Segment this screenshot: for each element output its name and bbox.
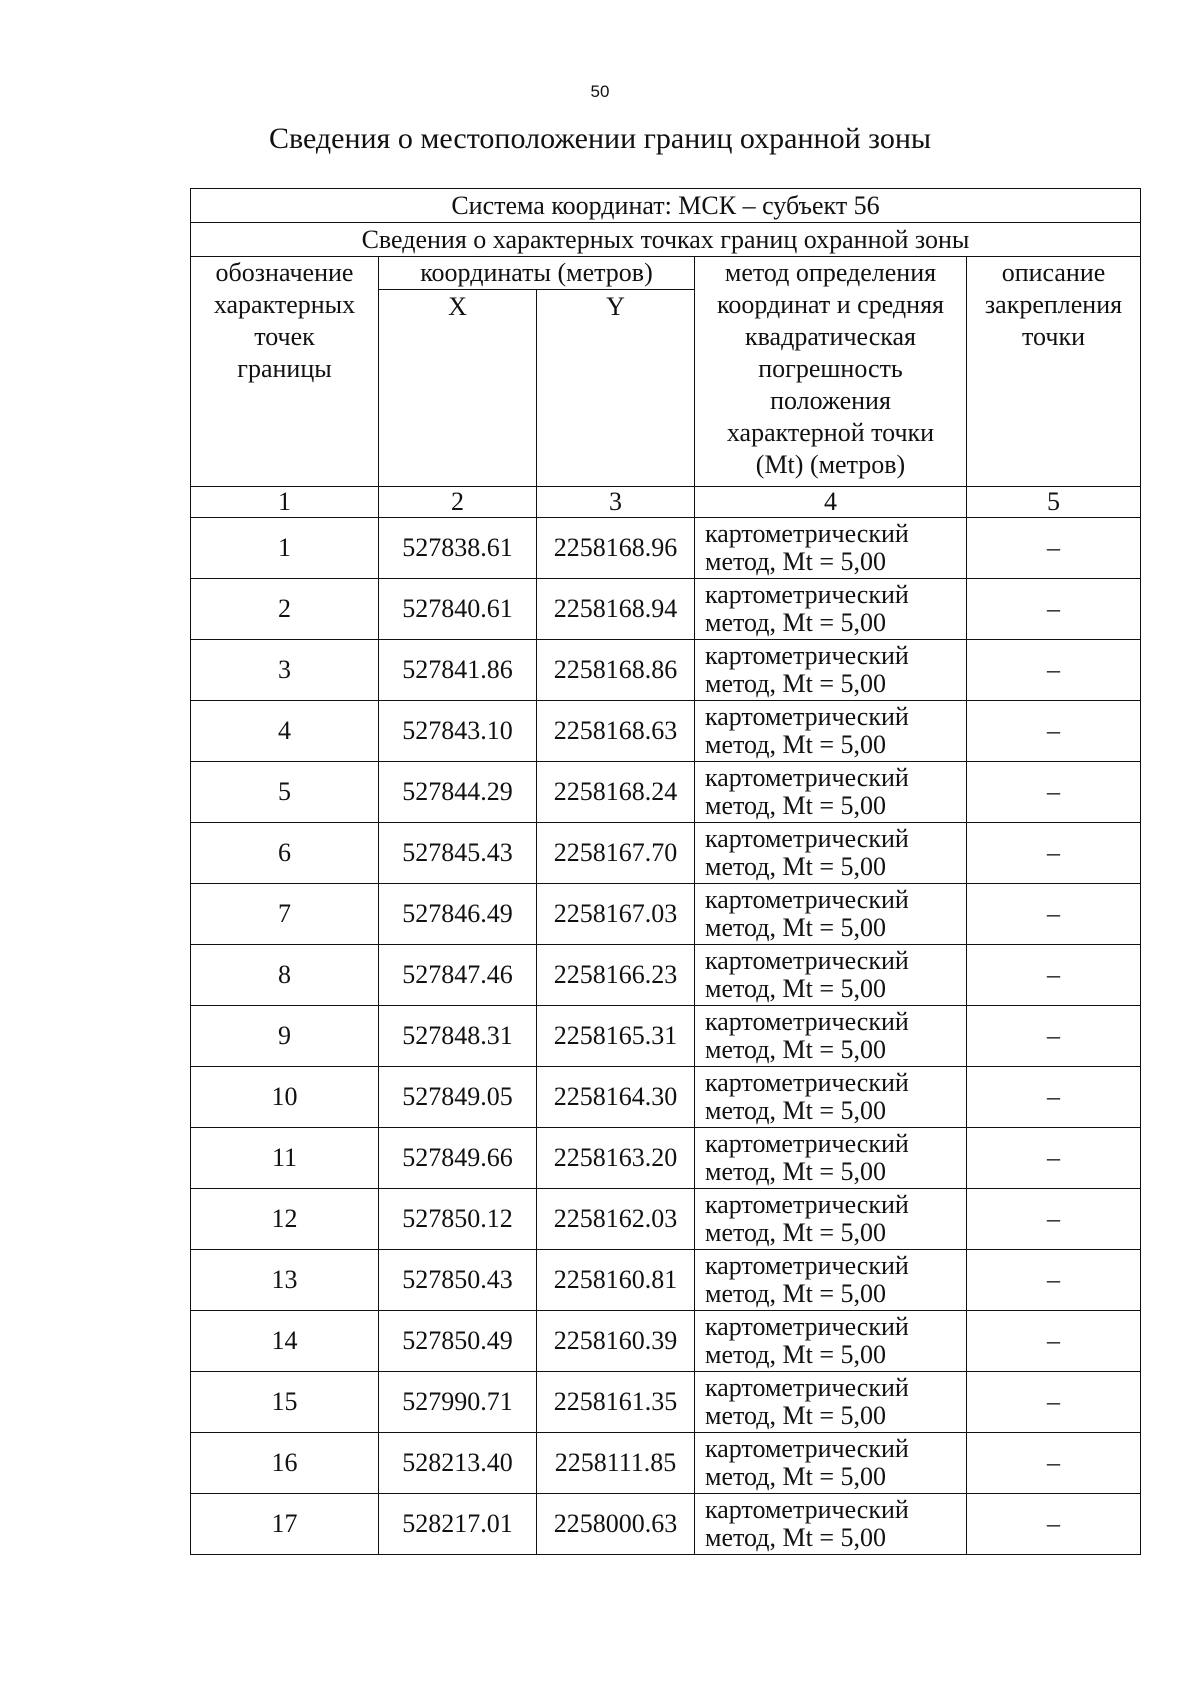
description-cell: – [967, 1250, 1141, 1311]
table-row [191, 1311, 1141, 1372]
table-row [191, 1006, 1141, 1067]
x-coordinate-cell: 527850.43 [379, 1250, 537, 1311]
method-line: картометрический [705, 641, 909, 670]
method-line: картометрический [705, 1129, 909, 1158]
table-row [191, 1433, 1141, 1494]
method-header-line: (Mt) (метров) [755, 450, 906, 479]
point-number-cell: 9 [191, 1006, 379, 1067]
document-title: Сведения о местоположении границ охранной зоны [268, 122, 932, 155]
method-header-line: характерной точки [726, 418, 935, 447]
method-line: метод, Mt = 5,00 [705, 791, 886, 820]
description-cell: – [967, 762, 1141, 823]
method-line: картометрический [705, 763, 909, 792]
x-coordinate-cell: 527849.05 [379, 1067, 537, 1128]
point-number-cell: 1 [191, 518, 379, 579]
page-number: 50 [590, 82, 610, 101]
y-coordinate-cell: 2258162.03 [537, 1189, 695, 1250]
x-coordinate-cell: 527843.10 [379, 701, 537, 762]
method-line: метод, Mt = 5,00 [705, 852, 886, 881]
y-coordinate-cell: 2258163.20 [537, 1128, 695, 1189]
x-coordinate-cell: 527848.31 [379, 1006, 537, 1067]
y-coordinate-cell: 2258168.96 [537, 518, 695, 579]
x-coordinate-cell: 527849.66 [379, 1128, 537, 1189]
method-line: картометрический [705, 946, 909, 975]
point-number-cell: 14 [191, 1311, 379, 1372]
x-header: X [379, 290, 537, 487]
designation-header-line: характерных [213, 290, 356, 319]
description-cell: – [967, 640, 1141, 701]
column-number-row [191, 487, 1141, 518]
column-header-row [191, 257, 1141, 290]
description-cell: – [967, 1006, 1141, 1067]
table-row [191, 701, 1141, 762]
method-line: картометрический [705, 519, 909, 548]
table-row [191, 1128, 1141, 1189]
x-coordinate-cell: 527846.49 [379, 884, 537, 945]
x-coordinate-cell: 528213.40 [379, 1433, 537, 1494]
y-coordinate-cell: 2258168.94 [537, 579, 695, 640]
y-coordinate-cell: 2258168.24 [537, 762, 695, 823]
table-row [191, 1494, 1141, 1555]
point-number-cell: 13 [191, 1250, 379, 1311]
method-cell [695, 518, 967, 579]
table-row [191, 1250, 1141, 1311]
y-header: Y [537, 290, 695, 487]
point-number-cell: 17 [191, 1494, 379, 1555]
point-number-cell: 15 [191, 1372, 379, 1433]
y-coordinate-cell: 2258167.70 [537, 823, 695, 884]
method-line: картометрический [705, 1190, 909, 1219]
y-coordinate-cell: 2258111.85 [537, 1433, 695, 1494]
method-line: картометрический [705, 1068, 909, 1097]
table-row [191, 518, 1141, 579]
y-coordinate-cell: 2258168.86 [537, 640, 695, 701]
method-line: картометрический [705, 885, 909, 914]
description-cell: – [967, 518, 1141, 579]
method-header-line: квадратическая [744, 322, 917, 351]
description-cell: – [967, 1189, 1141, 1250]
x-coordinate-cell: 527850.49 [379, 1311, 537, 1372]
table-row [191, 884, 1141, 945]
method-line: метод, Mt = 5,00 [705, 1340, 886, 1369]
point-number-cell: 8 [191, 945, 379, 1006]
method-cell [695, 1311, 967, 1372]
method-cell [695, 1189, 967, 1250]
method-header-line: положения [770, 386, 891, 415]
method-cell [695, 1250, 967, 1311]
method-cell [695, 701, 967, 762]
method-cell [695, 1067, 967, 1128]
point-number-cell: 2 [191, 579, 379, 640]
method-line: картометрический [705, 824, 909, 853]
method-cell [695, 1372, 967, 1433]
table-row [191, 823, 1141, 884]
method-cell [695, 1433, 967, 1494]
column-number: 4 [695, 487, 967, 518]
table-row [191, 640, 1141, 701]
method-line: метод, Mt = 5,00 [705, 1462, 886, 1491]
x-coordinate-cell: 527850.12 [379, 1189, 537, 1250]
designation-header-line: точек [254, 322, 315, 351]
description-cell: – [967, 579, 1141, 640]
column-number: 2 [379, 487, 537, 518]
method-cell [695, 884, 967, 945]
x-coordinate-cell: 527847.46 [379, 945, 537, 1006]
x-coordinate-cell: 528217.01 [379, 1494, 537, 1555]
table-row [191, 579, 1141, 640]
point-number-cell: 10 [191, 1067, 379, 1128]
method-line: метод, Mt = 5,00 [705, 1035, 886, 1064]
method-line: метод, Mt = 5,00 [705, 974, 886, 1003]
method-line: метод, Mt = 5,00 [705, 1157, 886, 1186]
method-line: метод, Mt = 5,00 [705, 669, 886, 698]
description-header-line: точки [1022, 322, 1085, 351]
y-coordinate-cell: 2258164.30 [537, 1067, 695, 1128]
column-number: 1 [191, 487, 379, 518]
x-coordinate-cell: 527844.29 [379, 762, 537, 823]
y-coordinate-cell: 2258160.81 [537, 1250, 695, 1311]
point-number-cell: 3 [191, 640, 379, 701]
method-line: метод, Mt = 5,00 [705, 913, 886, 942]
method-line: картометрический [705, 580, 909, 609]
method-header-line: погрешность [758, 354, 903, 383]
description-cell: – [967, 1372, 1141, 1433]
x-coordinate-cell: 527841.86 [379, 640, 537, 701]
point-number-cell: 16 [191, 1433, 379, 1494]
description-header [967, 257, 1141, 487]
method-cell [695, 1494, 967, 1555]
description-cell: – [967, 884, 1141, 945]
method-cell [695, 762, 967, 823]
table-row [191, 1372, 1141, 1433]
table-row [191, 1189, 1141, 1250]
info-header-cell: Сведения о характерных точках границ охранной зоны [191, 223, 1141, 257]
point-number-cell: 5 [191, 762, 379, 823]
method-line: метод, Mt = 5,00 [705, 608, 886, 637]
description-cell: – [967, 945, 1141, 1006]
method-header-line: метод определения [724, 258, 937, 287]
method-line: метод, Mt = 5,00 [705, 1279, 886, 1308]
description-cell: – [967, 1311, 1141, 1372]
description-header-line: закрепления [984, 290, 1123, 319]
x-coordinate-cell: 527990.71 [379, 1372, 537, 1433]
y-coordinate-cell: 2258166.23 [537, 945, 695, 1006]
point-number-cell: 6 [191, 823, 379, 884]
method-header-line: координат и средняя [717, 290, 944, 319]
coordinates-table [190, 188, 1141, 1555]
description-cell: – [967, 701, 1141, 762]
method-cell [695, 640, 967, 701]
info-header-row [191, 223, 1141, 257]
method-line: картометрический [705, 1312, 909, 1341]
y-coordinate-cell: 2258167.03 [537, 884, 695, 945]
column-number: 3 [537, 487, 695, 518]
y-coordinate-cell: 2258161.35 [537, 1372, 695, 1433]
table-row [191, 945, 1141, 1006]
description-cell: – [967, 823, 1141, 884]
point-number-cell: 7 [191, 884, 379, 945]
method-line: метод, Mt = 5,00 [705, 1096, 886, 1125]
table-row [191, 762, 1141, 823]
method-cell [695, 579, 967, 640]
method-cell [695, 945, 967, 1006]
method-line: картометрический [705, 1495, 909, 1524]
method-cell [695, 1128, 967, 1189]
x-coordinate-cell: 527840.61 [379, 579, 537, 640]
point-number-cell: 4 [191, 701, 379, 762]
coordinate-system-row [191, 189, 1141, 223]
y-coordinate-cell: 2258168.63 [537, 701, 695, 762]
y-coordinate-cell: 2258165.31 [537, 1006, 695, 1067]
designation-header-line: границы [237, 354, 332, 383]
designation-header-line: обозначение [215, 258, 354, 287]
method-cell [695, 823, 967, 884]
method-line: метод, Mt = 5,00 [705, 730, 886, 759]
method-line: картометрический [705, 1251, 909, 1280]
method-line: картометрический [705, 1007, 909, 1036]
x-coordinate-cell: 527838.61 [379, 518, 537, 579]
y-coordinate-cell: 2258160.39 [537, 1311, 695, 1372]
point-number-cell: 12 [191, 1189, 379, 1250]
description-cell: – [967, 1128, 1141, 1189]
method-line: метод, Mt = 5,00 [705, 1523, 886, 1552]
x-coordinate-cell: 527845.43 [379, 823, 537, 884]
coordinate-system-cell: Система координат: МСК – субъект 56 [191, 189, 1141, 223]
method-line: картометрический [705, 1434, 909, 1463]
method-line: метод, Mt = 5,00 [705, 547, 886, 576]
method-line: картометрический [705, 702, 909, 731]
method-line: метод, Mt = 5,00 [705, 1401, 886, 1430]
description-header-line: описание [1001, 258, 1106, 287]
y-coordinate-cell: 2258000.63 [537, 1494, 695, 1555]
designation-header [191, 257, 379, 487]
table-row [191, 1067, 1141, 1128]
coordinates-header: координаты (метров) [379, 257, 695, 290]
method-cell [695, 1006, 967, 1067]
point-number-cell: 11 [191, 1128, 379, 1189]
description-cell: – [967, 1067, 1141, 1128]
method-header [695, 257, 967, 487]
description-cell: – [967, 1433, 1141, 1494]
description-cell: – [967, 1494, 1141, 1555]
method-line: метод, Mt = 5,00 [705, 1218, 886, 1247]
column-number: 5 [967, 487, 1141, 518]
method-line: картометрический [705, 1373, 909, 1402]
